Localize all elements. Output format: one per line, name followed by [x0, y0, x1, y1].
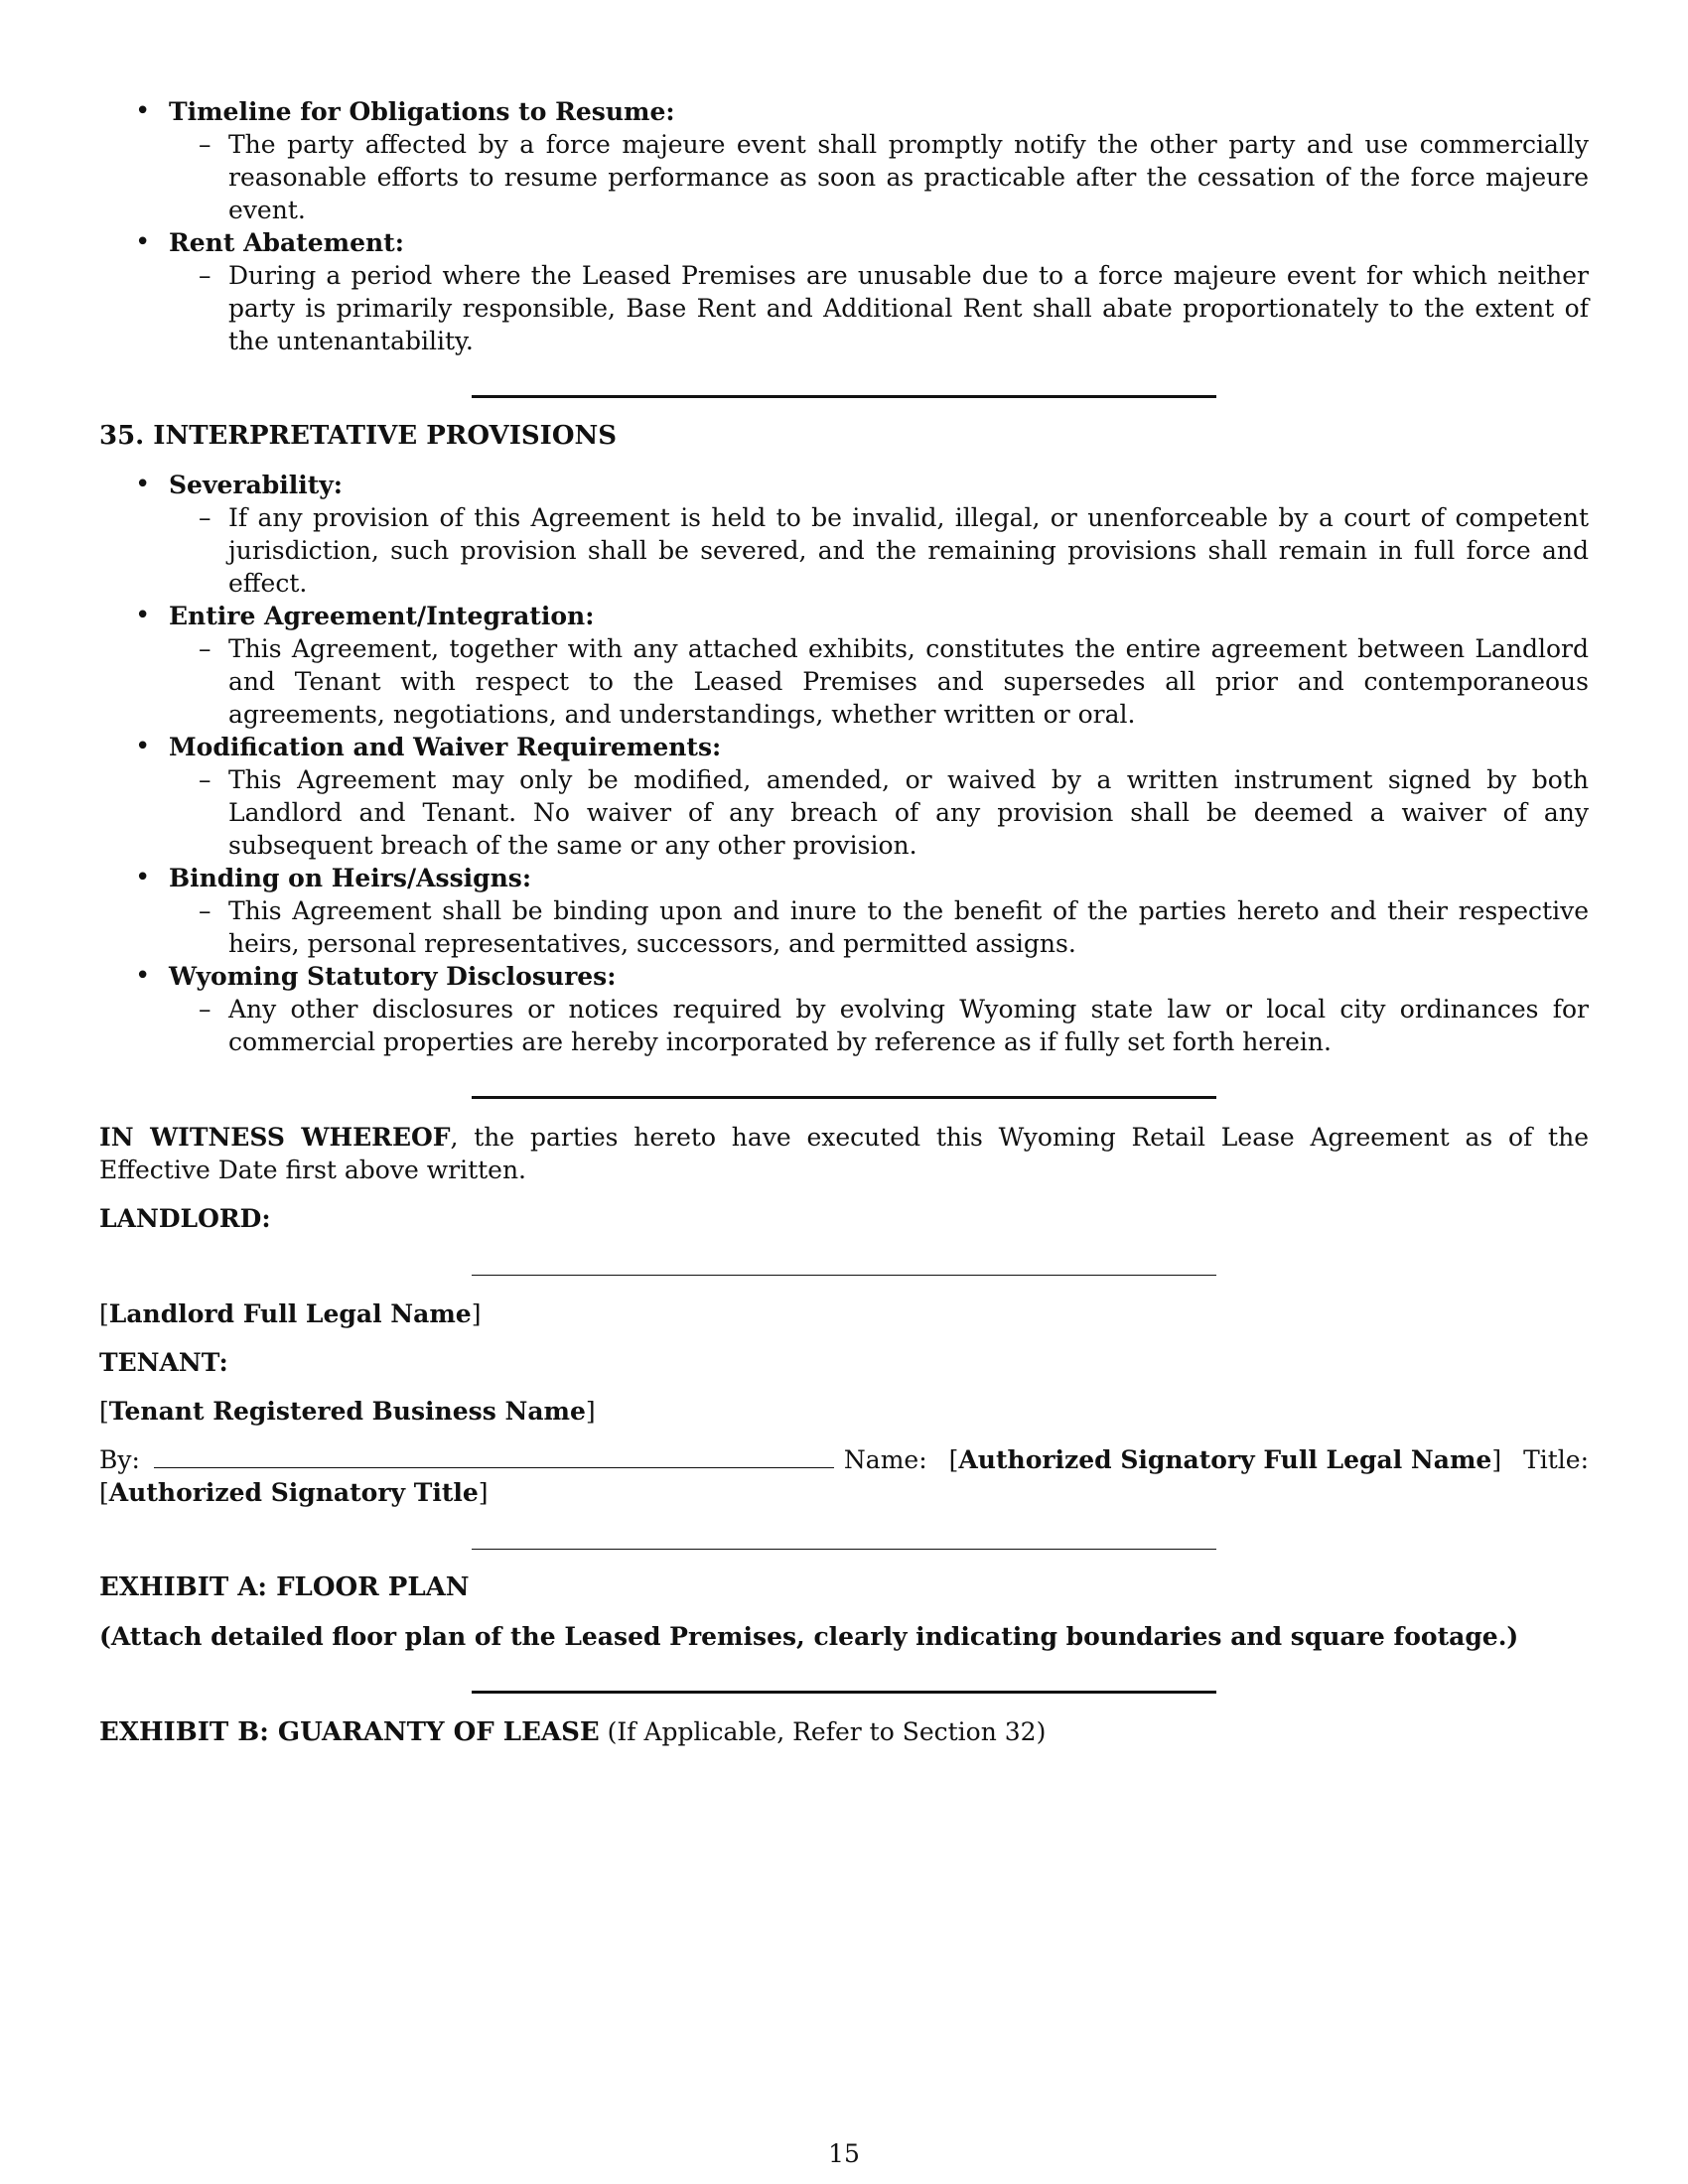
document-page — [99, 95, 1589, 1749]
by-group — [99, 1443, 927, 1476]
item-text: – This Agreement, together with any attached exhibits, constitutes the entire agreement between Landlord and Tenant with respect to the Leased Premises and supersedes all prior and contemporaneous agreements, negotiations, and understandings, whether written or oral. — [99, 632, 1589, 731]
exhibit-a-heading: EXHIBIT A: FLOOR PLAN — [99, 1572, 470, 1602]
section-divider — [472, 1691, 1216, 1694]
witness-text: , the parties hereto have executed this Wyoming Retail Lease Agreement as of the Effective Date first above written. — [99, 1123, 1589, 1184]
section-divider — [472, 1549, 1216, 1550]
item-title: Severability: — [169, 471, 344, 499]
bracket-open: [ — [99, 1397, 109, 1426]
exhibit-b — [99, 1715, 1589, 1749]
bracket-close: ] — [585, 1397, 596, 1426]
item-title: Binding on Heirs/Assigns: — [169, 864, 532, 892]
signatory-title — [99, 1476, 1589, 1509]
witness-lead: IN WITNESS WHEREOF — [99, 1123, 451, 1152]
tenant-business-value: Tenant Registered Business Name — [108, 1397, 586, 1426]
list-item — [99, 862, 1589, 894]
exhibit-b-heading: EXHIBIT B: GUARANTY OF LEASE — [99, 1717, 600, 1747]
item-title: Entire Agreement/Integration: — [169, 602, 595, 630]
bracket-close: ] — [1491, 1445, 1502, 1474]
bracket-close: ] — [478, 1478, 489, 1507]
item-text: – This Agreement shall be binding upon and inure to the benefit of the parties hereto and their respective heirs, personal representatives, successors, and permitted assigns. — [99, 894, 1589, 960]
landlord-name-value: Landlord Full Legal Name — [108, 1299, 472, 1328]
tenant-signature-block — [99, 1443, 1589, 1509]
landlord-name — [99, 1297, 1589, 1330]
list-item — [99, 95, 1589, 128]
item-text: – If any provision of this Agreement is held to be invalid, illegal, or unenforceable by a court of competent jurisdiction, such provision shall be severed, and the remaining provisions shall remain in full force and effect. — [99, 501, 1589, 600]
name-label: Name: — [843, 1445, 927, 1474]
tenant-label: TENANT: — [99, 1348, 228, 1377]
item-title: Modification and Waiver Requirements: — [169, 733, 722, 761]
exhibit-b-note: (If Applicable, Refer to Section 32) — [599, 1717, 1047, 1746]
tenant-signature-line — [154, 1443, 834, 1468]
item-text: – The party affected by a force majeure event shall promptly notify the other party and use commercially reasonable efforts to resume performance as soon as practicable after the cessation of the force majeure event. — [99, 128, 1589, 226]
list-item — [99, 731, 1589, 763]
list-item — [99, 226, 1589, 259]
section-divider — [472, 395, 1216, 398]
interpretative-provisions-list — [99, 469, 1589, 1058]
bracket-close: ] — [471, 1299, 482, 1328]
section-divider — [472, 1096, 1216, 1099]
landlord-label: LANDLORD: — [99, 1204, 271, 1233]
title-label: Title: — [1523, 1445, 1589, 1474]
bracket-open: [ — [948, 1445, 959, 1474]
by-row — [99, 1443, 1589, 1476]
item-text: – Any other disclosures or notices required by evolving Wyoming state law or local city ordinances for commercial properties are hereby incorporated by reference as if fully set forth herein. — [99, 993, 1589, 1058]
bracket-open: [ — [99, 1299, 109, 1328]
landlord-signature-line — [472, 1275, 1216, 1276]
tenant-business-name — [99, 1395, 1589, 1428]
signatory-title-value: Authorized Signatory Title — [108, 1478, 479, 1507]
page-number: 15 — [828, 2139, 860, 2168]
signatory-name — [949, 1443, 1501, 1476]
item-title: Timeline for Obligations to Resume: — [169, 97, 675, 126]
item-title: Wyoming Statutory Disclosures: — [169, 962, 617, 991]
item-text: – During a period where the Leased Premises are unusable due to a force majeure event for which neither party is primarily responsible, Base Rent and Additional Rent shall abate proportionately to the extent of the untenantability. — [99, 259, 1589, 357]
section-heading: 35. INTERPRETATIVE PROVISIONS — [99, 421, 618, 451]
item-title: Rent Abatement: — [169, 228, 404, 257]
bracket-open: [ — [99, 1478, 109, 1507]
by-label: By: — [99, 1445, 140, 1474]
list-item — [99, 600, 1589, 632]
list-item — [99, 960, 1589, 993]
item-text: – This Agreement may only be modified, amended, or waived by a written instrument signed by both Landlord and Tenant. No waiver of any breach of any provision shall be deemed a waiver of any subsequent breach of the same or any other provision. — [99, 763, 1589, 862]
witness-paragraph — [99, 1121, 1589, 1186]
signatory-name-value: Authorized Signatory Full Legal Name — [958, 1445, 1492, 1474]
force-majeure-list — [99, 95, 1589, 357]
list-item — [99, 469, 1589, 501]
exhibit-a-note: (Attach detailed floor plan of the Leased Premises, clearly indicating boundaries and square footage.) — [99, 1622, 1519, 1651]
